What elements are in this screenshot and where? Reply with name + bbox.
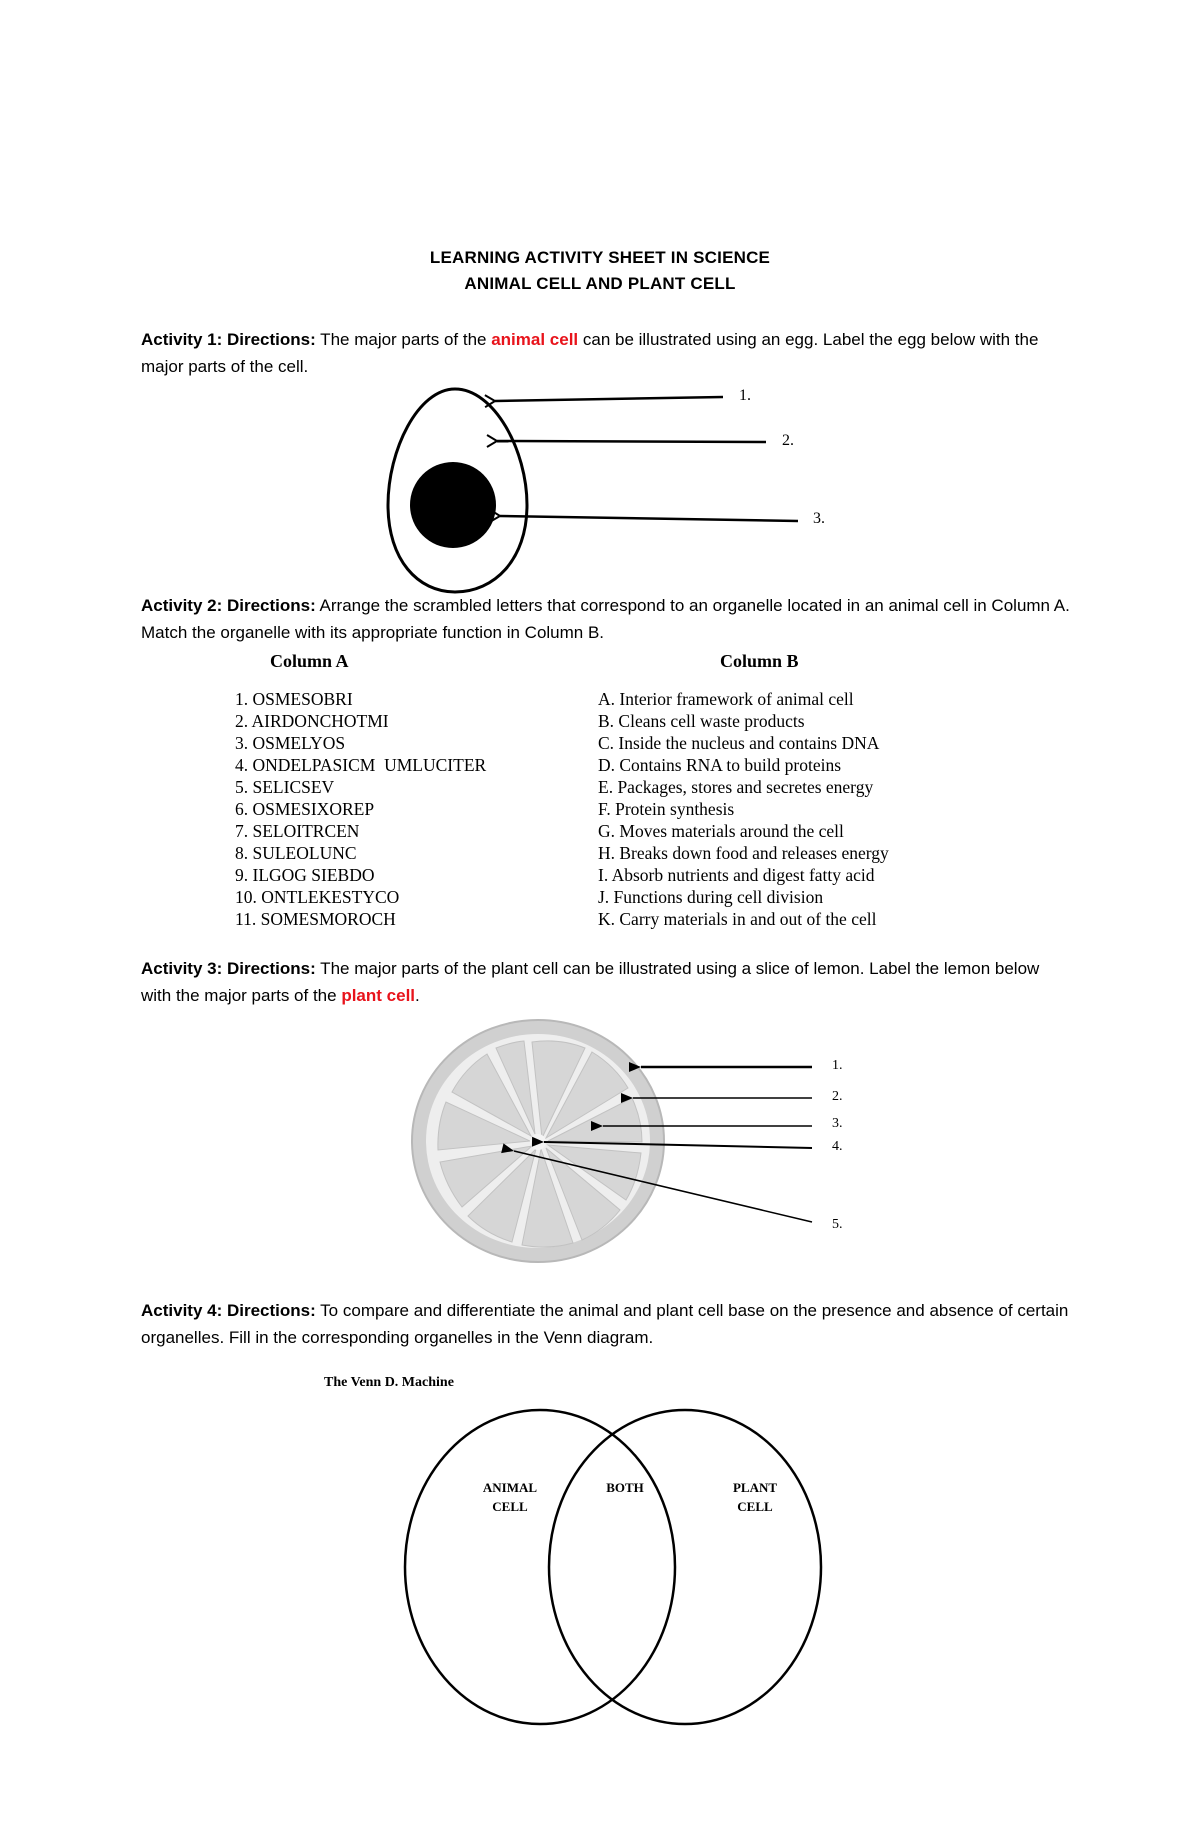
column-b-item: I. Absorb nutrients and digest fatty acid — [598, 865, 875, 885]
activity1-highlight: animal cell — [491, 330, 579, 349]
lemon-label-5: 5. — [832, 1217, 843, 1232]
activity2-label: Activity 2: Directions: — [141, 596, 316, 615]
activity4-text: To compare and differentiate the animal and plant cell base on the presence and absence of certain organelles. Fill in the corresponding organelles in the Venn diagram. — [141, 1301, 1069, 1347]
activity4-label: Activity 4: Directions: — [141, 1301, 316, 1320]
column-b-item: H. Breaks down food and releases energy — [598, 843, 889, 863]
column-b-item: D. Contains RNA to build proteins — [598, 755, 842, 775]
activity2-text: Arrange the scrambled letters that correspond to an organelle located in an animal cell in Column A. Match the organelle with its appropriate function in Column B. — [141, 596, 1070, 642]
lemon-label-3: 3. — [832, 1116, 843, 1131]
activity3-text-after: . — [415, 986, 420, 1005]
column-b-title: Column B — [720, 651, 799, 671]
egg-label-1: 1. — [739, 387, 751, 404]
venn-middle-label: BOTH — [606, 1480, 644, 1495]
column-a-item: 5. SELICSEV — [235, 777, 335, 797]
column-a-item: 1. OSMESOBRI — [235, 689, 353, 709]
activity3-highlight: plant cell — [341, 986, 416, 1005]
venn-right-circle — [549, 1410, 821, 1724]
page-title: LEARNING ACTIVITY SHEET IN SCIENCE — [429, 248, 771, 267]
egg-label-2: 2. — [782, 432, 794, 449]
activity3-text: The major parts of the plant cell can be illustrated using a slice of lemon. Label the lemon below with the major parts of the — [141, 959, 1040, 1005]
column-a-item: 2. AIRDONCHOTMI — [235, 711, 389, 731]
column-b-item: F. Protein synthesis — [598, 799, 735, 819]
venn-title: The Venn D. Machine — [324, 1375, 454, 1390]
column-a-item: 6. OSMESIXOREP — [235, 799, 375, 819]
venn-left-label — [470, 1478, 550, 1516]
column-b-item: G. Moves materials around the cell — [598, 821, 844, 841]
page-subtitle: ANIMAL CELL AND PLANT CELL — [464, 274, 736, 293]
egg-label-3: 3. — [813, 510, 825, 527]
lemon-label-4: 4. — [832, 1139, 843, 1154]
venn-right-label — [715, 1478, 795, 1516]
venn-left-line1: ANIMAL — [482, 1480, 538, 1495]
lemon-label-2: 2. — [832, 1089, 843, 1104]
activity1-label: Activity 1: Directions: — [141, 330, 316, 349]
venn-right-line1: PLANT — [732, 1480, 778, 1495]
column-a-item: 11. SOMESMOROCH — [235, 909, 396, 929]
column-a-item: 3. OSMELYOS — [235, 733, 346, 753]
venn-right-line2: CELL — [737, 1499, 773, 1514]
column-b-item: A. Interior framework of animal cell — [598, 689, 854, 709]
venn-left-circle — [405, 1410, 675, 1724]
column-b-item: E. Packages, stores and secretes energy — [598, 777, 874, 797]
column-b-item: J. Functions during cell division — [598, 887, 824, 907]
column-b-item: C. Inside the nucleus and contains DNA — [598, 733, 880, 753]
column-a-item: 9. ILGOG SIEBDO — [235, 865, 375, 885]
column-a-item: 4. ONDELPASICM UMLUCITER — [235, 755, 487, 775]
column-a-item: 10. ONTLEKESTYCO — [235, 887, 400, 907]
column-a-item: 8. SULEOLUNC — [235, 843, 357, 863]
column-a-title: Column A — [270, 651, 349, 671]
activity1-text: The major parts of the — [315, 330, 492, 349]
column-b-item: B. Cleans cell waste products — [598, 711, 805, 731]
venn-left-line2: CELL — [492, 1499, 528, 1514]
lemon-label-1: 1. — [832, 1058, 843, 1073]
column-a-item: 7. SELOITRCEN — [235, 821, 360, 841]
activity3-label: Activity 3: Directions: — [141, 959, 316, 978]
column-b-item: K. Carry materials in and out of the cell — [598, 909, 877, 929]
activity1-text-after: can be illustrated using an egg. Label the egg below with the major parts of the cell. — [141, 330, 1039, 376]
